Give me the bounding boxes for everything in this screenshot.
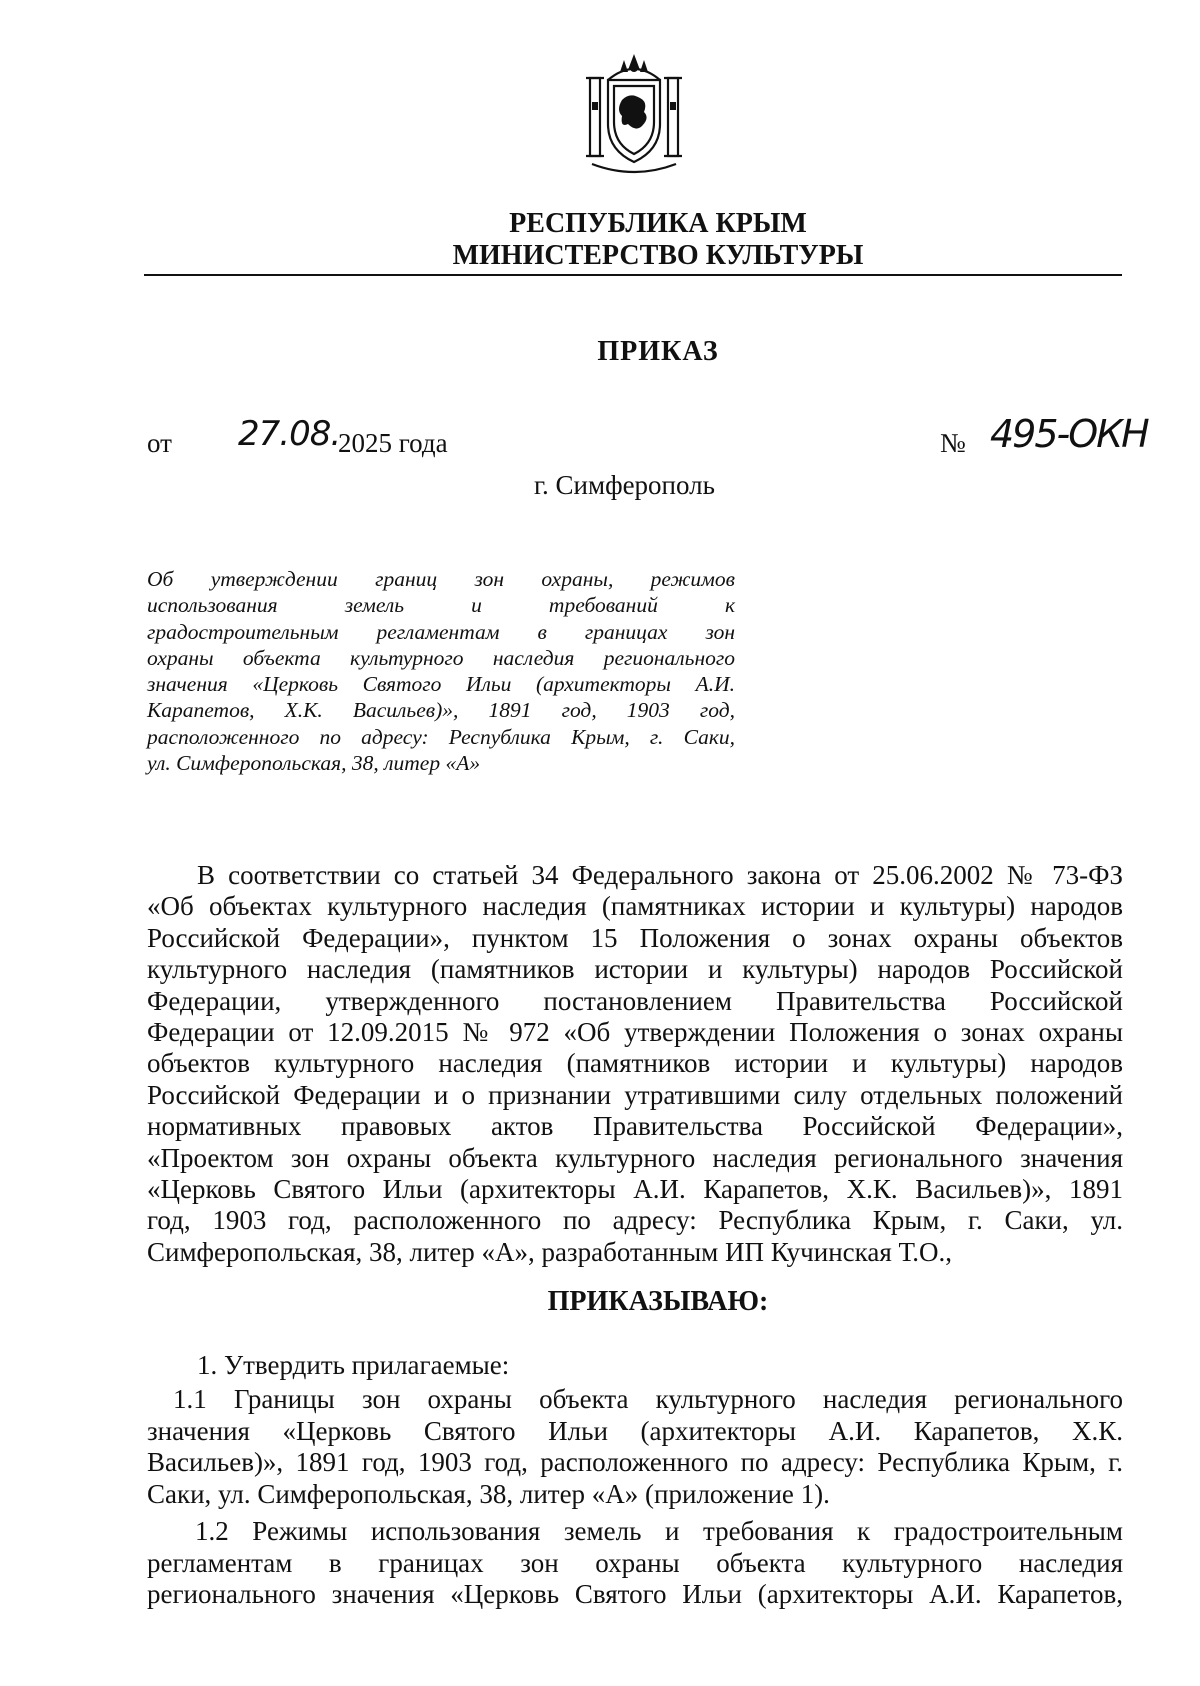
subject-line: расположенного по адресу: Республика Крым, г. Саки,	[147, 724, 735, 749]
subject-line: охраны объекта культурного наследия регионального	[147, 645, 735, 670]
item-1-1-line: значения «Церковь Святого Ильи (архитекторы А.И. Карапетов, Х.К.	[147, 1415, 1123, 1446]
preamble-line: Российской Федерации и о признании утратившими силу отдельных положений	[147, 1079, 1123, 1110]
item-1-1-line: 1.1 Границы зон охраны объекта культурного наследия регионального	[173, 1384, 1123, 1414]
preamble-line: Федерации от 12.09.2015 № 972 «Об утверждении Положения о зонах охраны	[147, 1017, 1123, 1048]
preamble-line: культурного наследия (памятников истории и культуры) народов Российской	[147, 954, 1123, 985]
item-1-2	[147, 1516, 1123, 1611]
order-subject	[147, 566, 735, 776]
subject-line: градостроительным регламентам в границах зон	[147, 619, 735, 644]
subject-line: Карапетов, Х.К. Васильев)», 1891 год, 1903 год,	[147, 698, 735, 723]
preamble-line: «Церковь Святого Ильи (архитекторы А.И. Карапетов, Х.К. Васильев)», 1891	[147, 1174, 1123, 1205]
item-1-line: 1. Утвердить прилагаемые:	[197, 1350, 510, 1380]
preamble-line: нормативных правовых актов Правительства Российской Федерации»,	[147, 1111, 1123, 1142]
item-1-1	[147, 1384, 1123, 1510]
date-year: 2025 года	[338, 428, 448, 458]
item-1-2-line: регламентам в границах зон охраны объекта культурного наследия	[147, 1547, 1123, 1578]
preamble-line: объектов культурного наследия (памятников истории и культуры) народов	[147, 1048, 1123, 1079]
preamble-line: В соответствии со статьей 34 Федерального закона от 25.06.2002 № 73-ФЗ	[197, 860, 1123, 890]
preamble-line: «Об объектах культурного наследия (памятниках истории и культуры) народов	[147, 891, 1123, 922]
date-handwritten: 27.08.	[238, 414, 341, 454]
item-1-1-line: Саки, ул. Симферопольская, 38, литер «А» (приложение 1).	[147, 1478, 830, 1509]
preamble-line: год, 1903 год, расположенного по адресу: Республика Крым, г. Саки, ул.	[147, 1205, 1123, 1236]
subject-line: Об утверждении границ зон охраны, режимов	[147, 567, 735, 591]
decree-word: ПРИКАЗЫВАЮ:	[547, 1286, 769, 1317]
item-1	[147, 1350, 1123, 1382]
date-prefix: от	[147, 428, 172, 458]
item-1-2-line: 1.2 Режимы использования земель и требования к градостроительным	[195, 1516, 1123, 1546]
preamble-line: «Проектом зон охраны объекта культурного наследия регионального значения	[147, 1142, 1123, 1173]
header-divider	[144, 274, 1122, 276]
preamble-line: Симферопольская, 38, литер «А», разработанным ИП Кучинская Т.О.,	[147, 1236, 953, 1267]
preamble-paragraph	[147, 860, 1123, 1268]
crimea-coat-of-arms-icon	[578, 52, 690, 174]
subject-line: использования земель и требований к	[147, 593, 735, 618]
item-1-1-line: Васильев)», 1891 год, 1903 год, расположенного по адресу: Республика Крым, г.	[147, 1447, 1123, 1478]
preamble-line: Российской Федерации», пунктом 15 Положения о зонах охраны объектов	[147, 922, 1123, 953]
document-type: ПРИКАЗ	[597, 336, 719, 367]
republic-title: РЕСПУБЛИКА КРЫМ	[509, 208, 807, 239]
number-prefix: №	[940, 428, 966, 458]
number-handwritten: 495-ОКН	[990, 412, 1148, 456]
subject-line: ул. Симферопольская, 38, литер «А»	[147, 751, 481, 776]
ministry-title: МИНИСТЕРСТВО КУЛЬТУРЫ	[452, 240, 864, 271]
city: г. Симферополь	[534, 470, 715, 500]
subject-line: значения «Церковь Святого Ильи (архитекторы А.И.	[147, 672, 735, 697]
item-1-2-line: регионального значения «Церковь Святого Ильи (архитекторы А.И. Карапетов,	[147, 1579, 1123, 1610]
preamble-line: Федерации, утвержденного постановлением Правительства Российской	[147, 985, 1123, 1016]
